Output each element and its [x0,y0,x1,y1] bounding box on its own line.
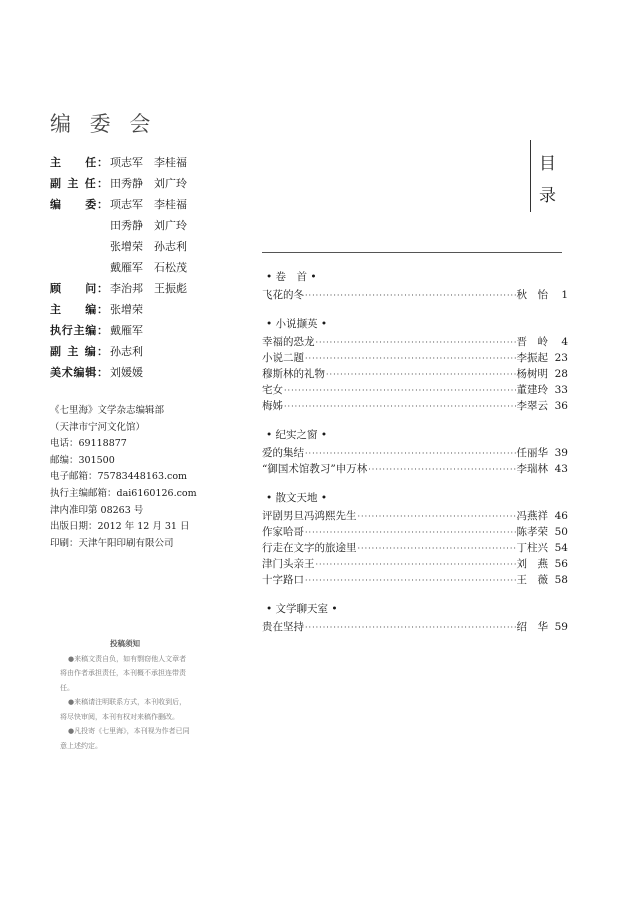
staff-names: 项志军 李桂福 [110,156,187,169]
toc-entry[interactable] [262,461,568,477]
entry-page: 56 [554,558,568,570]
toc-section-heading: • 文学聊天室 • [266,603,338,615]
entry-author: 任丽华 [516,447,548,459]
publisher-contact-info [50,403,197,552]
staff-row [50,152,187,173]
dot-leader [284,399,516,415]
toc-section [262,315,568,414]
entry-title: 作家哈哥 [262,526,304,538]
entry-author: 刘 燕 [516,558,548,570]
staff-names: 孙志利 [110,345,143,358]
editorial-board-title: 编 委 会 [50,112,157,136]
entry-page: 54 [554,542,568,554]
entry-page: 33 [554,384,568,396]
notice-title: 投稿须知 [110,639,140,648]
toc-entry[interactable] [262,572,568,588]
entry-title: 宅女 [262,384,283,396]
dot-leader [284,383,516,399]
editor-email: 执行主编邮箱：dai6160126.com [50,487,197,499]
entry-page: 50 [554,526,568,538]
dot-leader [358,541,516,557]
entry-title: 幸福的恐龙 [262,336,315,348]
staff-names: 戴雁军 [110,324,143,337]
dot-leader [305,446,516,462]
publisher-name: 《七里海》文学杂志编辑部 [50,405,165,416]
staff-names: 项志军 李桂福 [110,198,187,211]
dot-leader [305,620,516,636]
entry-author: 李翠云 [516,400,548,412]
staff-role: 副 主 编： [50,345,108,358]
dot-leader [358,509,516,525]
staff-role: 主 编： [50,303,108,316]
toc-entry[interactable] [262,445,568,461]
staff-row [50,257,187,278]
staff-role: 主 任： [50,156,108,169]
entry-page: 1 [561,289,568,301]
staff-role: 美术编辑： [50,366,108,379]
dot-leader [316,335,516,351]
contents-divider [262,252,562,253]
toc-section [262,600,568,635]
entry-author: 丁柱兴 [516,542,548,554]
toc-entry[interactable] [262,508,568,524]
entry-author: 董建玲 [516,384,548,396]
entry-author: 秋 怡 [516,289,548,301]
staff-names: 张增荣 [110,303,143,316]
publisher-org: （天津市宁河文化馆） [50,421,146,433]
staff-row [50,236,187,257]
entry-title: 飞花的冬 [262,289,304,301]
entry-page: 59 [554,621,568,633]
staff-names: 李治邦 王振彪 [110,282,187,295]
entry-page: 28 [554,368,568,380]
staff-row [50,194,187,215]
entry-author: 杨树明 [516,368,548,380]
staff-names: 田秀静 刘广玲 [110,219,187,232]
toc-entry[interactable] [262,619,568,635]
entry-author: 王 薇 [516,574,548,586]
staff-row [50,362,187,383]
toc-section [262,426,568,477]
table-of-contents [262,268,568,647]
staff-role [50,236,108,257]
staff-row [50,278,187,299]
entry-author: 李振起 [516,352,548,364]
dot-leader [305,288,516,304]
contents-char-lu: 录 [539,186,556,206]
dot-leader [305,351,516,367]
dot-leader [305,525,516,541]
phone: 电话：69118877 [50,438,127,450]
staff-names: 田秀静 刘广玲 [110,177,187,190]
entry-page: 39 [554,447,568,459]
entry-page: 46 [554,510,568,522]
toc-entry[interactable] [262,382,568,398]
entry-title: 津门头亲王 [262,558,315,570]
staff-names: 刘媛媛 [110,366,143,379]
dot-leader [305,573,516,589]
staff-role: 顾 问： [50,282,108,295]
staff-role [50,257,108,278]
postal-code: 邮编：301500 [50,454,115,466]
notice-paragraph: ●来稿请注明联系方式，本刊收到后，将尽快审阅，本刊有权对来稿作删改。 [60,698,187,721]
printer: 印刷：天津午阳印刷有限公司 [50,537,174,549]
toc-entry[interactable] [262,334,568,350]
entry-page: 4 [561,336,568,348]
staff-row [50,341,187,362]
toc-section-heading: • 散文天地 • [266,492,328,504]
staff-row [50,215,187,236]
editorial-board-list [50,152,187,383]
toc-entry[interactable] [262,524,568,540]
entry-page: 23 [554,352,568,364]
submission-notice [60,637,190,753]
dot-leader [316,557,516,573]
toc-section-heading: • 小说撷英 • [266,318,328,330]
toc-entry[interactable] [262,366,568,382]
toc-section-heading: • 卷 首 • [266,271,317,283]
contents-header [539,148,559,212]
staff-names: 戴雁军 石松茂 [110,261,187,274]
toc-entry[interactable] [262,556,568,572]
entry-title: “御国术馆教习”申万林 [262,463,368,475]
email: 电子邮箱：75783448163.com [50,471,188,483]
contents-header-rule [530,140,531,212]
publish-date: 出版日期：2012 年 12 月 31 日 [50,521,190,533]
entry-title: 梅姊 [262,400,283,412]
notice-paragraph: ●凡投寄《七里海》，本刊视为作者已同意上述约定。 [60,727,190,750]
staff-names: 张增荣 孙志利 [110,240,187,253]
contents-char-mu: 目 [539,154,556,174]
entry-title: 穆斯林的礼物 [262,368,325,380]
entry-title: 爱的集结 [262,447,304,459]
print-permit: 津内准印第 08263 号 [50,504,144,516]
staff-row [50,320,187,341]
toc-entry[interactable] [262,398,568,414]
entry-page: 58 [554,574,568,586]
toc-entry[interactable] [262,350,568,366]
staff-row [50,173,187,194]
staff-role: 执行主编： [50,324,108,337]
toc-entry[interactable] [262,287,568,303]
entry-page: 36 [554,400,568,412]
entry-title: 行走在文字的旅途里 [262,542,357,554]
entry-title: 小说二题 [262,352,304,364]
entry-author: 陈孝荣 [516,526,548,538]
toc-section-heading: • 纪实之窗 • [266,429,328,441]
toc-section [262,489,568,588]
entry-title: 评剧男旦冯鸿熙先生 [262,510,357,522]
notice-paragraph: ●来稿文责自负，如有剽窃他人文章者将由作者承担责任，本刊概不承担连带责任。 [60,654,187,692]
entry-author: 李瑞林 [516,463,548,475]
entry-title: 十字路口 [262,574,304,586]
staff-role [50,215,108,236]
entry-author: 绍 华 [516,621,548,633]
dot-leader [368,462,515,478]
toc-section [262,268,568,303]
toc-entry[interactable] [262,540,568,556]
staff-role: 编 委： [50,198,108,211]
entry-author: 晋 岭 [516,336,548,348]
entry-page: 43 [554,463,568,475]
dot-leader [326,367,516,383]
entry-title: 贵在坚持 [262,621,304,633]
staff-role: 副 主 任： [50,177,108,190]
entry-author: 冯燕祥 [516,510,548,522]
staff-row [50,299,187,320]
